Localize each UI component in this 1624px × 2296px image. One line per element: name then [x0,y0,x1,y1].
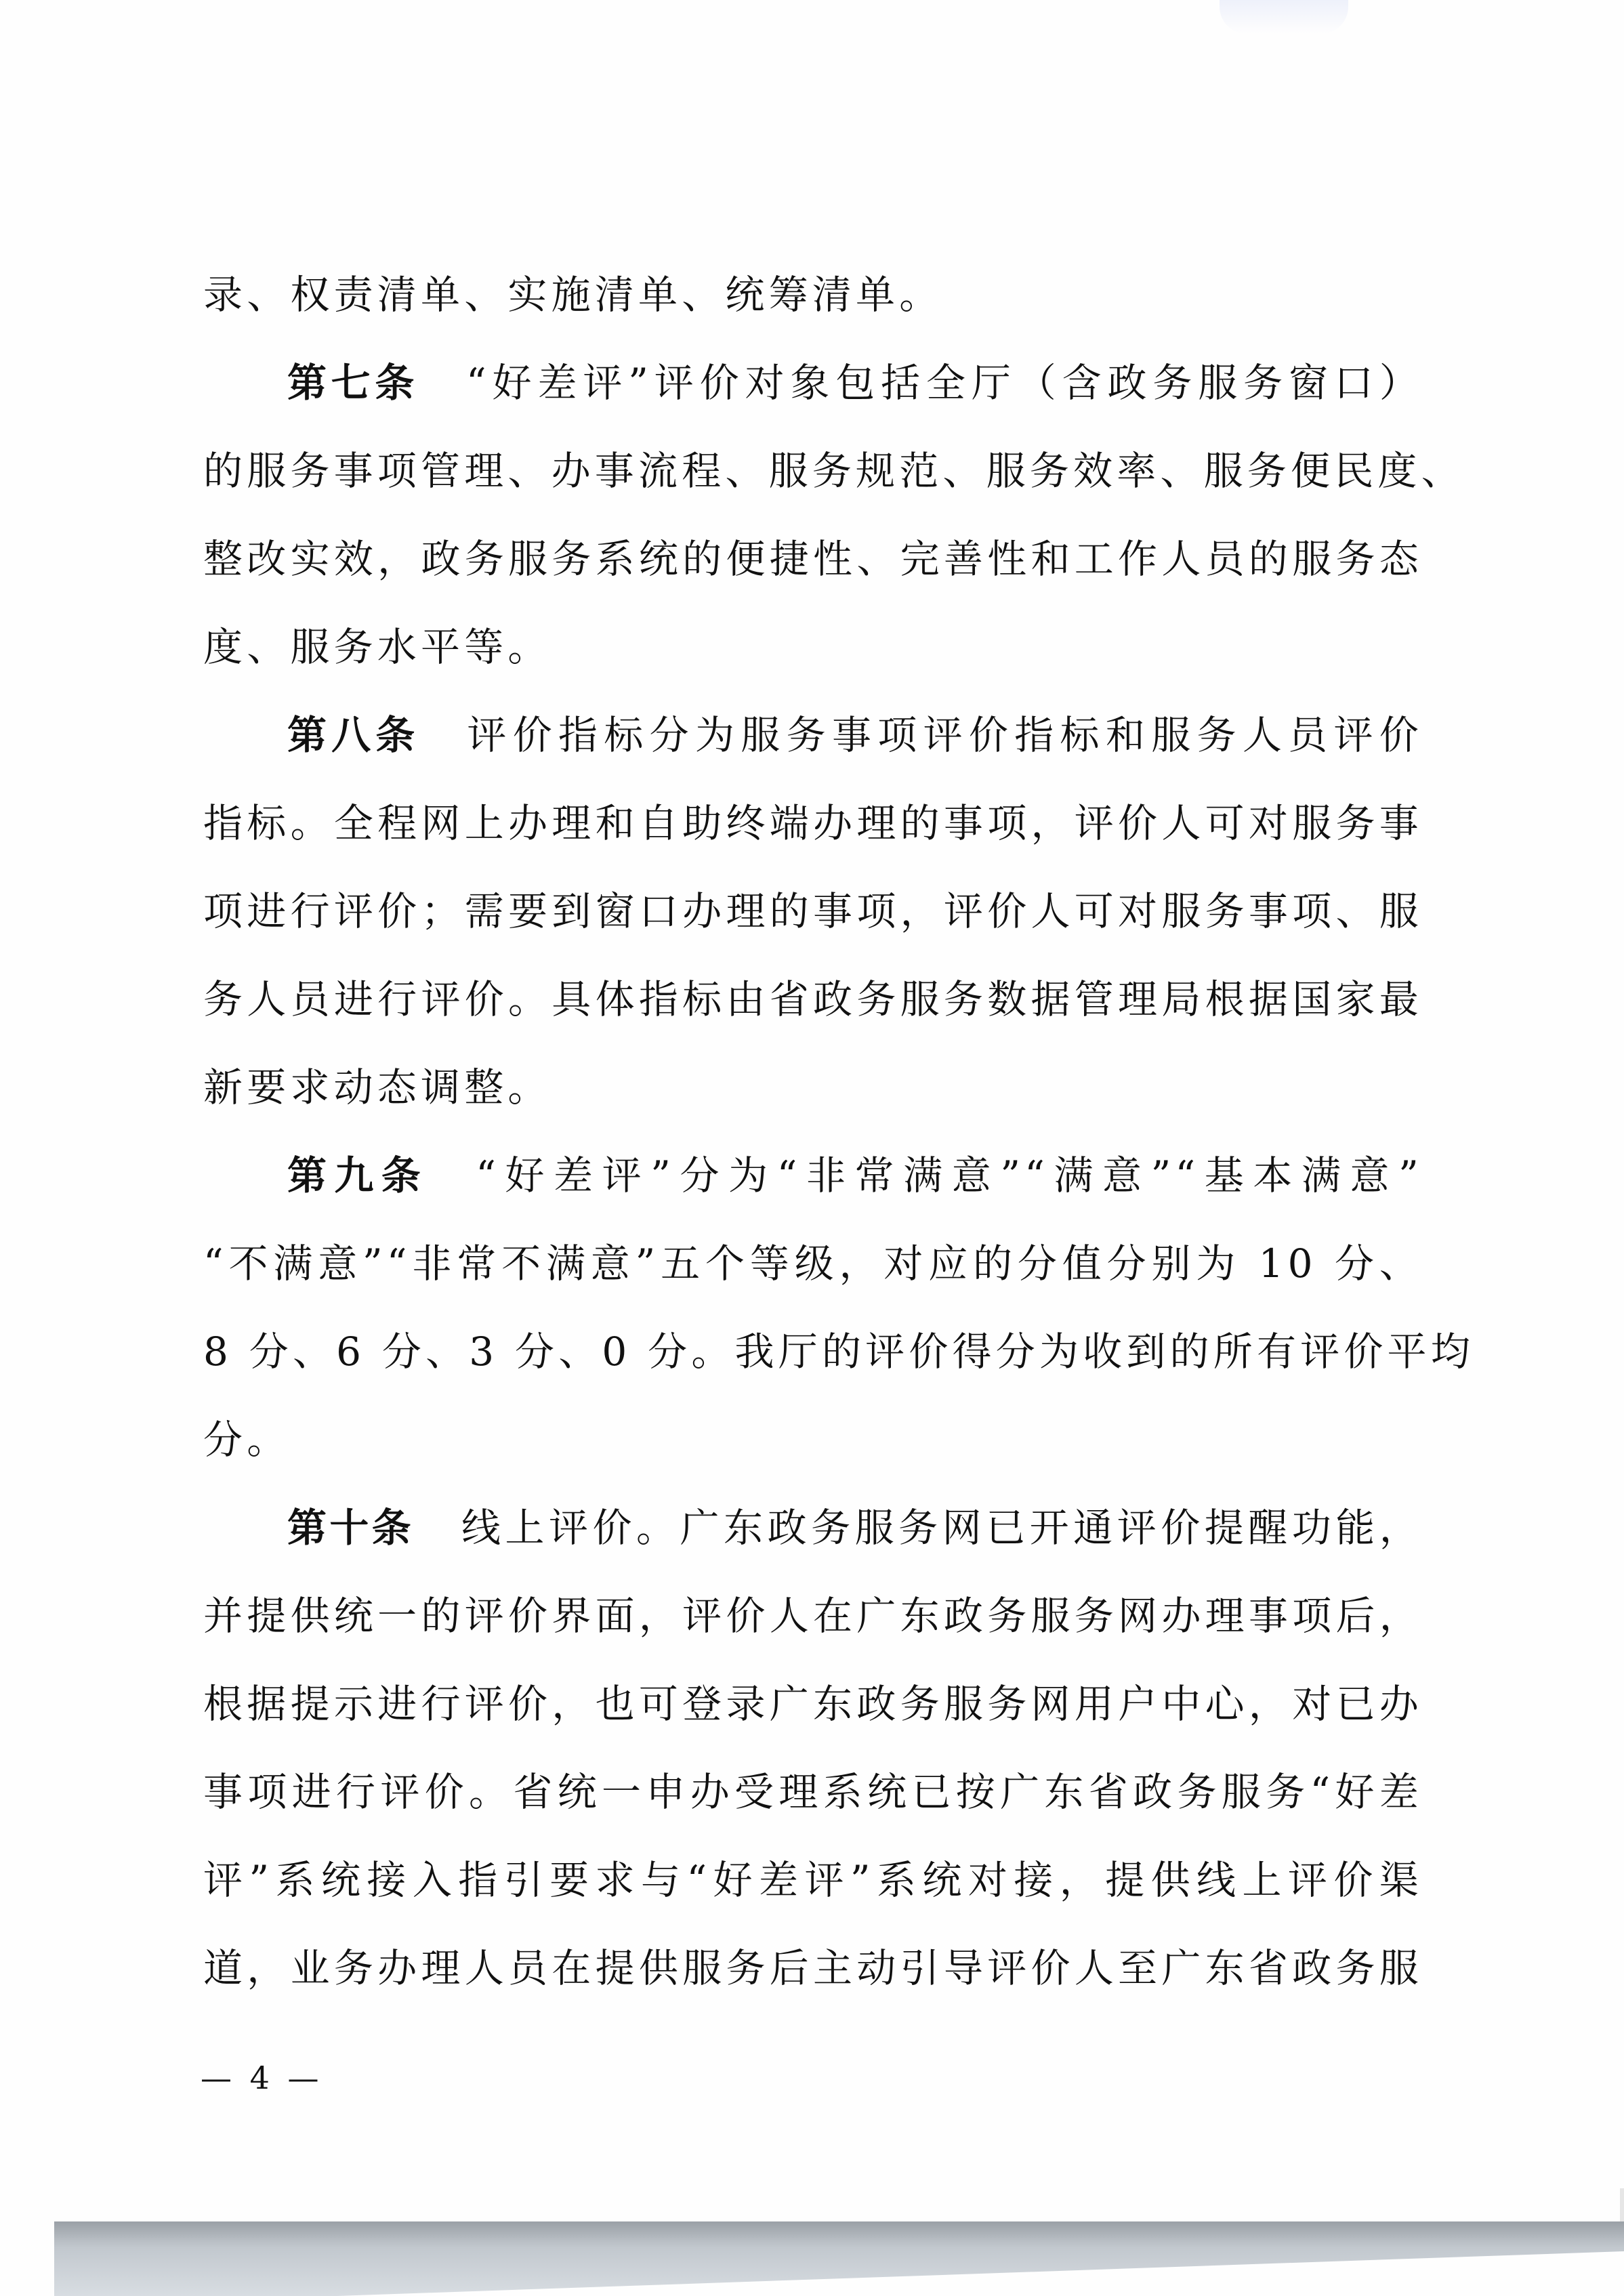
paragraph-article-9 [203,1131,1423,1219]
text-line-row [203,1308,1474,1396]
paragraph-article-10 [203,1484,1423,1572]
text-line: 道，业务办理人员在提供服务后主动引导评价人至广东省政务服 [203,1945,1423,1991]
text-line: 整改实效，政务服务系统的便捷性、完善性和工作人员的服务态 [203,536,1423,582]
text-line-row [203,1043,1423,1131]
text-line: 根据提示进行评价，也可登录广东政务服务网用户中心，对已办 [203,1681,1423,1727]
text-line: 新要求动态调整。 [203,1064,551,1110]
body-text [203,251,1474,2012]
text-line: 评”系统接入指引要求与“好差评”系统对接，提供线上评价渠 [203,1857,1423,1903]
paragraph-continuation [203,251,1423,339]
article-number: 第十条 [287,1505,414,1551]
text-line-row [203,1660,1423,1748]
text-line: 项进行评价；需要到窗口办理的事项，评价人可对服务事项、服 [203,888,1423,934]
text-line: 事项进行评价。省统一申办受理系统已按广东省政务服务“好差 [203,1769,1423,1815]
article-number: 第七条 [287,360,419,406]
text-line: 的服务事项管理、办事流程、服务规范、服务效率、服务便民度、 [203,448,1465,494]
paragraph-article-7 [203,339,1423,427]
text-line: 务人员进行评价。具体指标由省政务服务数据管理局根据国家最 [203,976,1423,1022]
text-line-row [203,867,1423,955]
scan-bottom-shadow [54,2221,1624,2296]
text-line: 录、权责清单、实施清单、统筹清单。 [203,272,943,318]
paragraph-article-8 [203,691,1423,779]
text-line-row [203,1219,1423,1308]
text-line-row [203,603,1423,691]
text-line-row [203,1924,1423,2012]
text-line-row [203,1748,1423,1836]
text-line: 评价指标分为服务事项评价指标和服务人员评价 [467,712,1423,758]
article-number: 第九条 [287,1152,429,1198]
text-line: 8 分、6 分、3 分、0 分。我厅的评价得分为收到的所有评价平均 [203,1329,1474,1375]
text-line-row [203,515,1423,603]
text-line-row [203,1572,1423,1660]
text-line: 指标。全程网上办理和自助终端办理的事项，评价人可对服务事 [203,800,1423,846]
text-line: 线上评价。广东政务服务网已开通评价提醒功能， [461,1505,1423,1551]
text-line: “不满意”“非常不满意”五个等级，对应的分值分别为 10 分、 [203,1240,1423,1287]
text-line: “好差评”评价对象包括全厅（含政务服务窗口） [466,360,1423,406]
text-line: 并提供统一的评价界面，评价人在广东政务服务网办理事项后， [203,1593,1423,1639]
article-number: 第八条 [287,712,420,758]
text-line-row [203,1396,1423,1484]
text-line: 分。 [203,1417,291,1463]
text-line: “好差评”分为“非常满意”“满意”“基本满意” [476,1152,1423,1198]
text-line-row [203,1836,1423,1924]
text-line-row [203,427,1465,515]
text-line-row [203,779,1423,867]
text-line-row [203,955,1423,1043]
text-line: 度、服务水平等。 [203,624,551,670]
page-number: — 4 — [201,2060,323,2096]
scan-artifact [1220,0,1348,34]
